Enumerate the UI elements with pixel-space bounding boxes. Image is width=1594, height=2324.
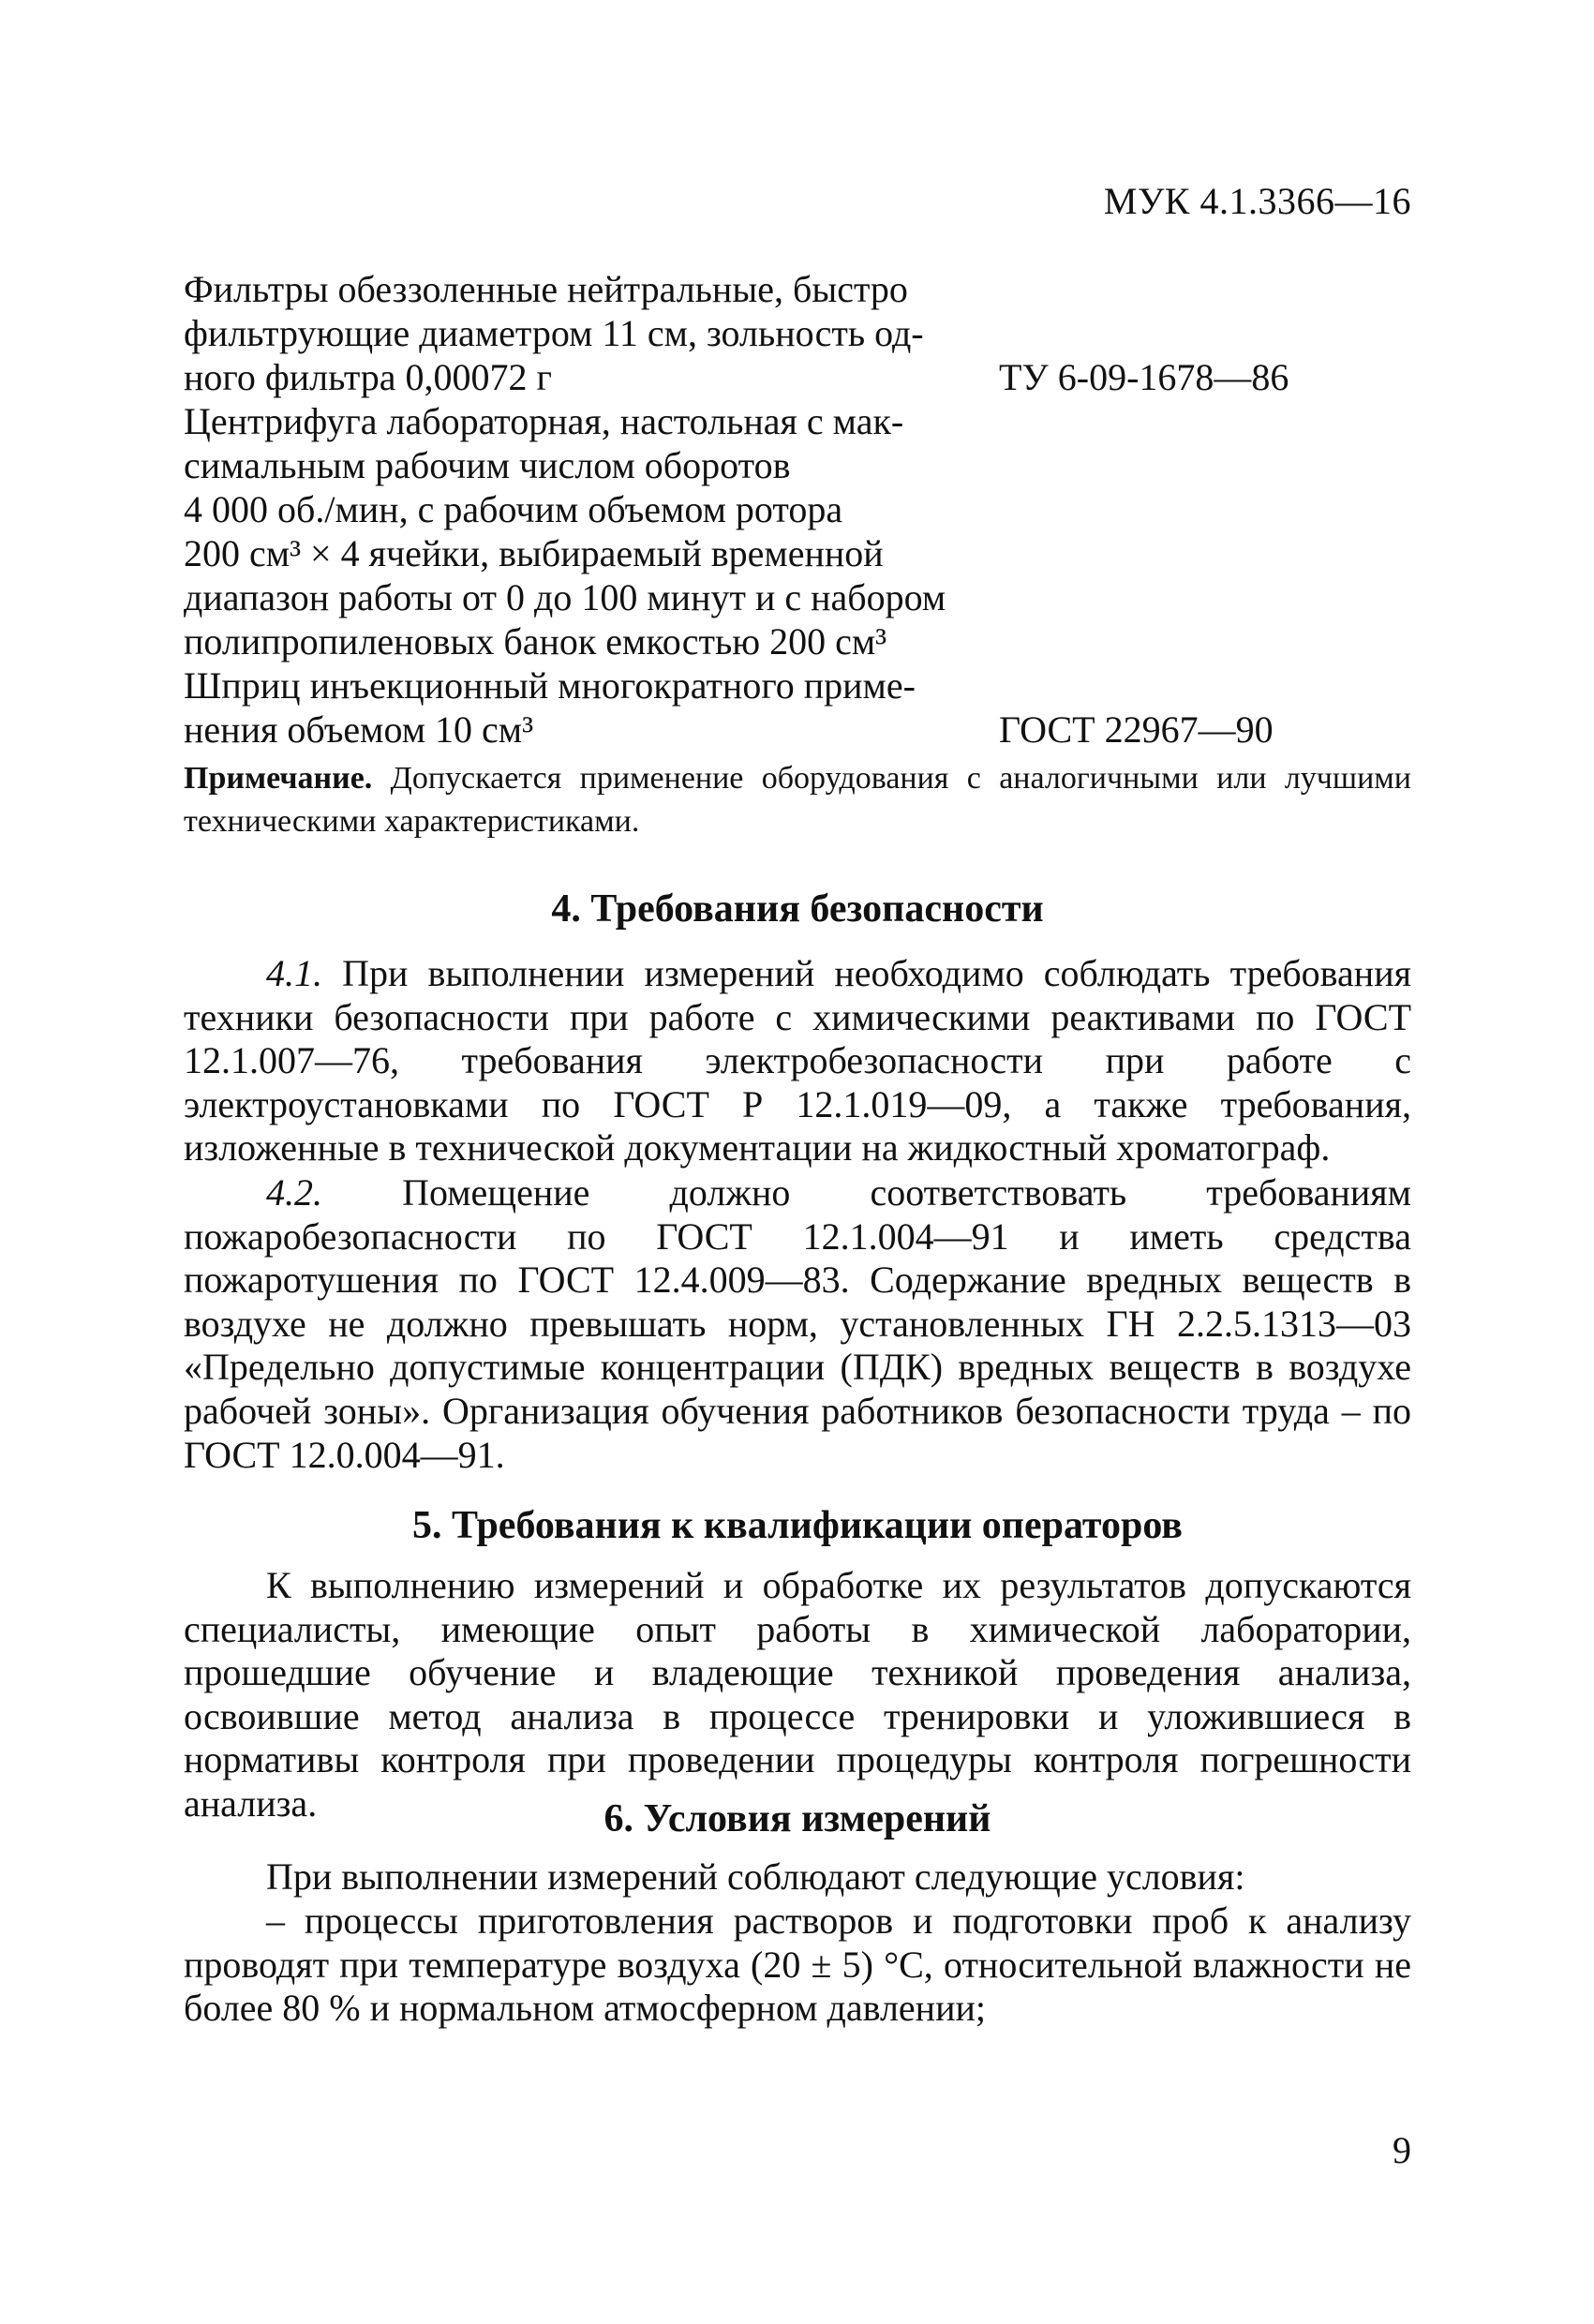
paragraph-6-2: – процессы приготовления растворов и подготовки проб к анализу проводят при температуре воздуха (20 ± 5) °С, относительной влажности не более 80 % и нормальном атмосферном давлении; [184, 1899, 1411, 2030]
paragraph-6-1: При выполнении измерений соблюдают следующие условия: [266, 1855, 1245, 1898]
equipment-standard: ГОСТ 22967—90 [999, 708, 1274, 751]
note-label: Примечание. [184, 761, 373, 796]
section-heading-6: 6. Условия измерений [603, 1797, 991, 1840]
equipment-row-syringe [184, 663, 1411, 752]
equipment-description: Фильтры обеззоленные нейтральные, быстро фильтрующие диаметром 11 см, зольность од- ного фильтра 0,00072 г [184, 268, 924, 398]
equipment-standard: ТУ 6-09-1678—86 [999, 356, 1289, 398]
paragraph-text: При выполнении измерений необходимо соблюдать требования техники безопасности при работе с химическими реактивами по ГОСТ 12.1.007—76, требования электробезопасности при работе с электроустановками по ГОСТ Р 12.1.019—09, а также требования, изложенные в технической документации на жидкостный хроматограф. [184, 952, 1411, 1169]
equipment-description: Шприц инъекционный многократного приме- нения объемом 10 см³ [184, 664, 916, 751]
paragraph-4-1 [184, 952, 1411, 1170]
paragraph-number: 4.1. [266, 952, 322, 994]
paragraph-5-1: К выполнению измерений и обработке их результатов допускаются специалисты, имеющие опыт работы в химической лаборатории, прошедшие обучение и владеющие техникой проведения анализа, освоившие метод анализа в процессе тренировки и уложившиеся в нормативы контроля при проведении процедуры контроля погрешности анализа. [184, 1564, 1411, 1825]
paragraph-text: Помещение должно соответствовать требованиям пожаробезопасности по ГОСТ 12.1.004—91 и иметь средства пожаротушения по ГОСТ 12.4.009—83. Содержание вредных веществ в воздухе не должно превышать норм, установленных ГН 2.2.5.1313—03 «Предельно допустимые концентрации (ПДК) вредных веществ в воздухе рабочей зоны». Организация обучения работников безопасности труда – по ГОСТ 12.0.004—91. [184, 1171, 1411, 1476]
section-heading-5: 5. Требования к квалификации операторов [412, 1504, 1183, 1547]
equipment-row-centrifuge [184, 399, 1411, 663]
note-text: Допускается применение оборудования с аналогичными или лучшими техническими характеристиками. [184, 761, 1411, 839]
running-header: МУК 4.1.3366—16 [1103, 180, 1411, 222]
document-page [184, 0, 1411, 2324]
paragraph-4-2 [184, 1171, 1411, 1477]
section-heading-4: 4. Требования безопасности [551, 887, 1044, 931]
page-number: 9 [1393, 2129, 1411, 2171]
equipment-description: Центрифуга лабораторная, настольная с мак- симальным рабочим числом оборотов 4 000 об./мин, с рабочим объемом ротора 200 см³ × 4 ячейки, выбираемый временной диапазон работы от 0 до 100 минут и с набором полипропиленовых банок емкостью 200 см³ [184, 400, 946, 663]
paragraph-number: 4.2. [266, 1171, 322, 1214]
equipment-note [184, 757, 1411, 843]
equipment-row-filters [184, 267, 1411, 399]
equipment-list [184, 267, 1411, 752]
